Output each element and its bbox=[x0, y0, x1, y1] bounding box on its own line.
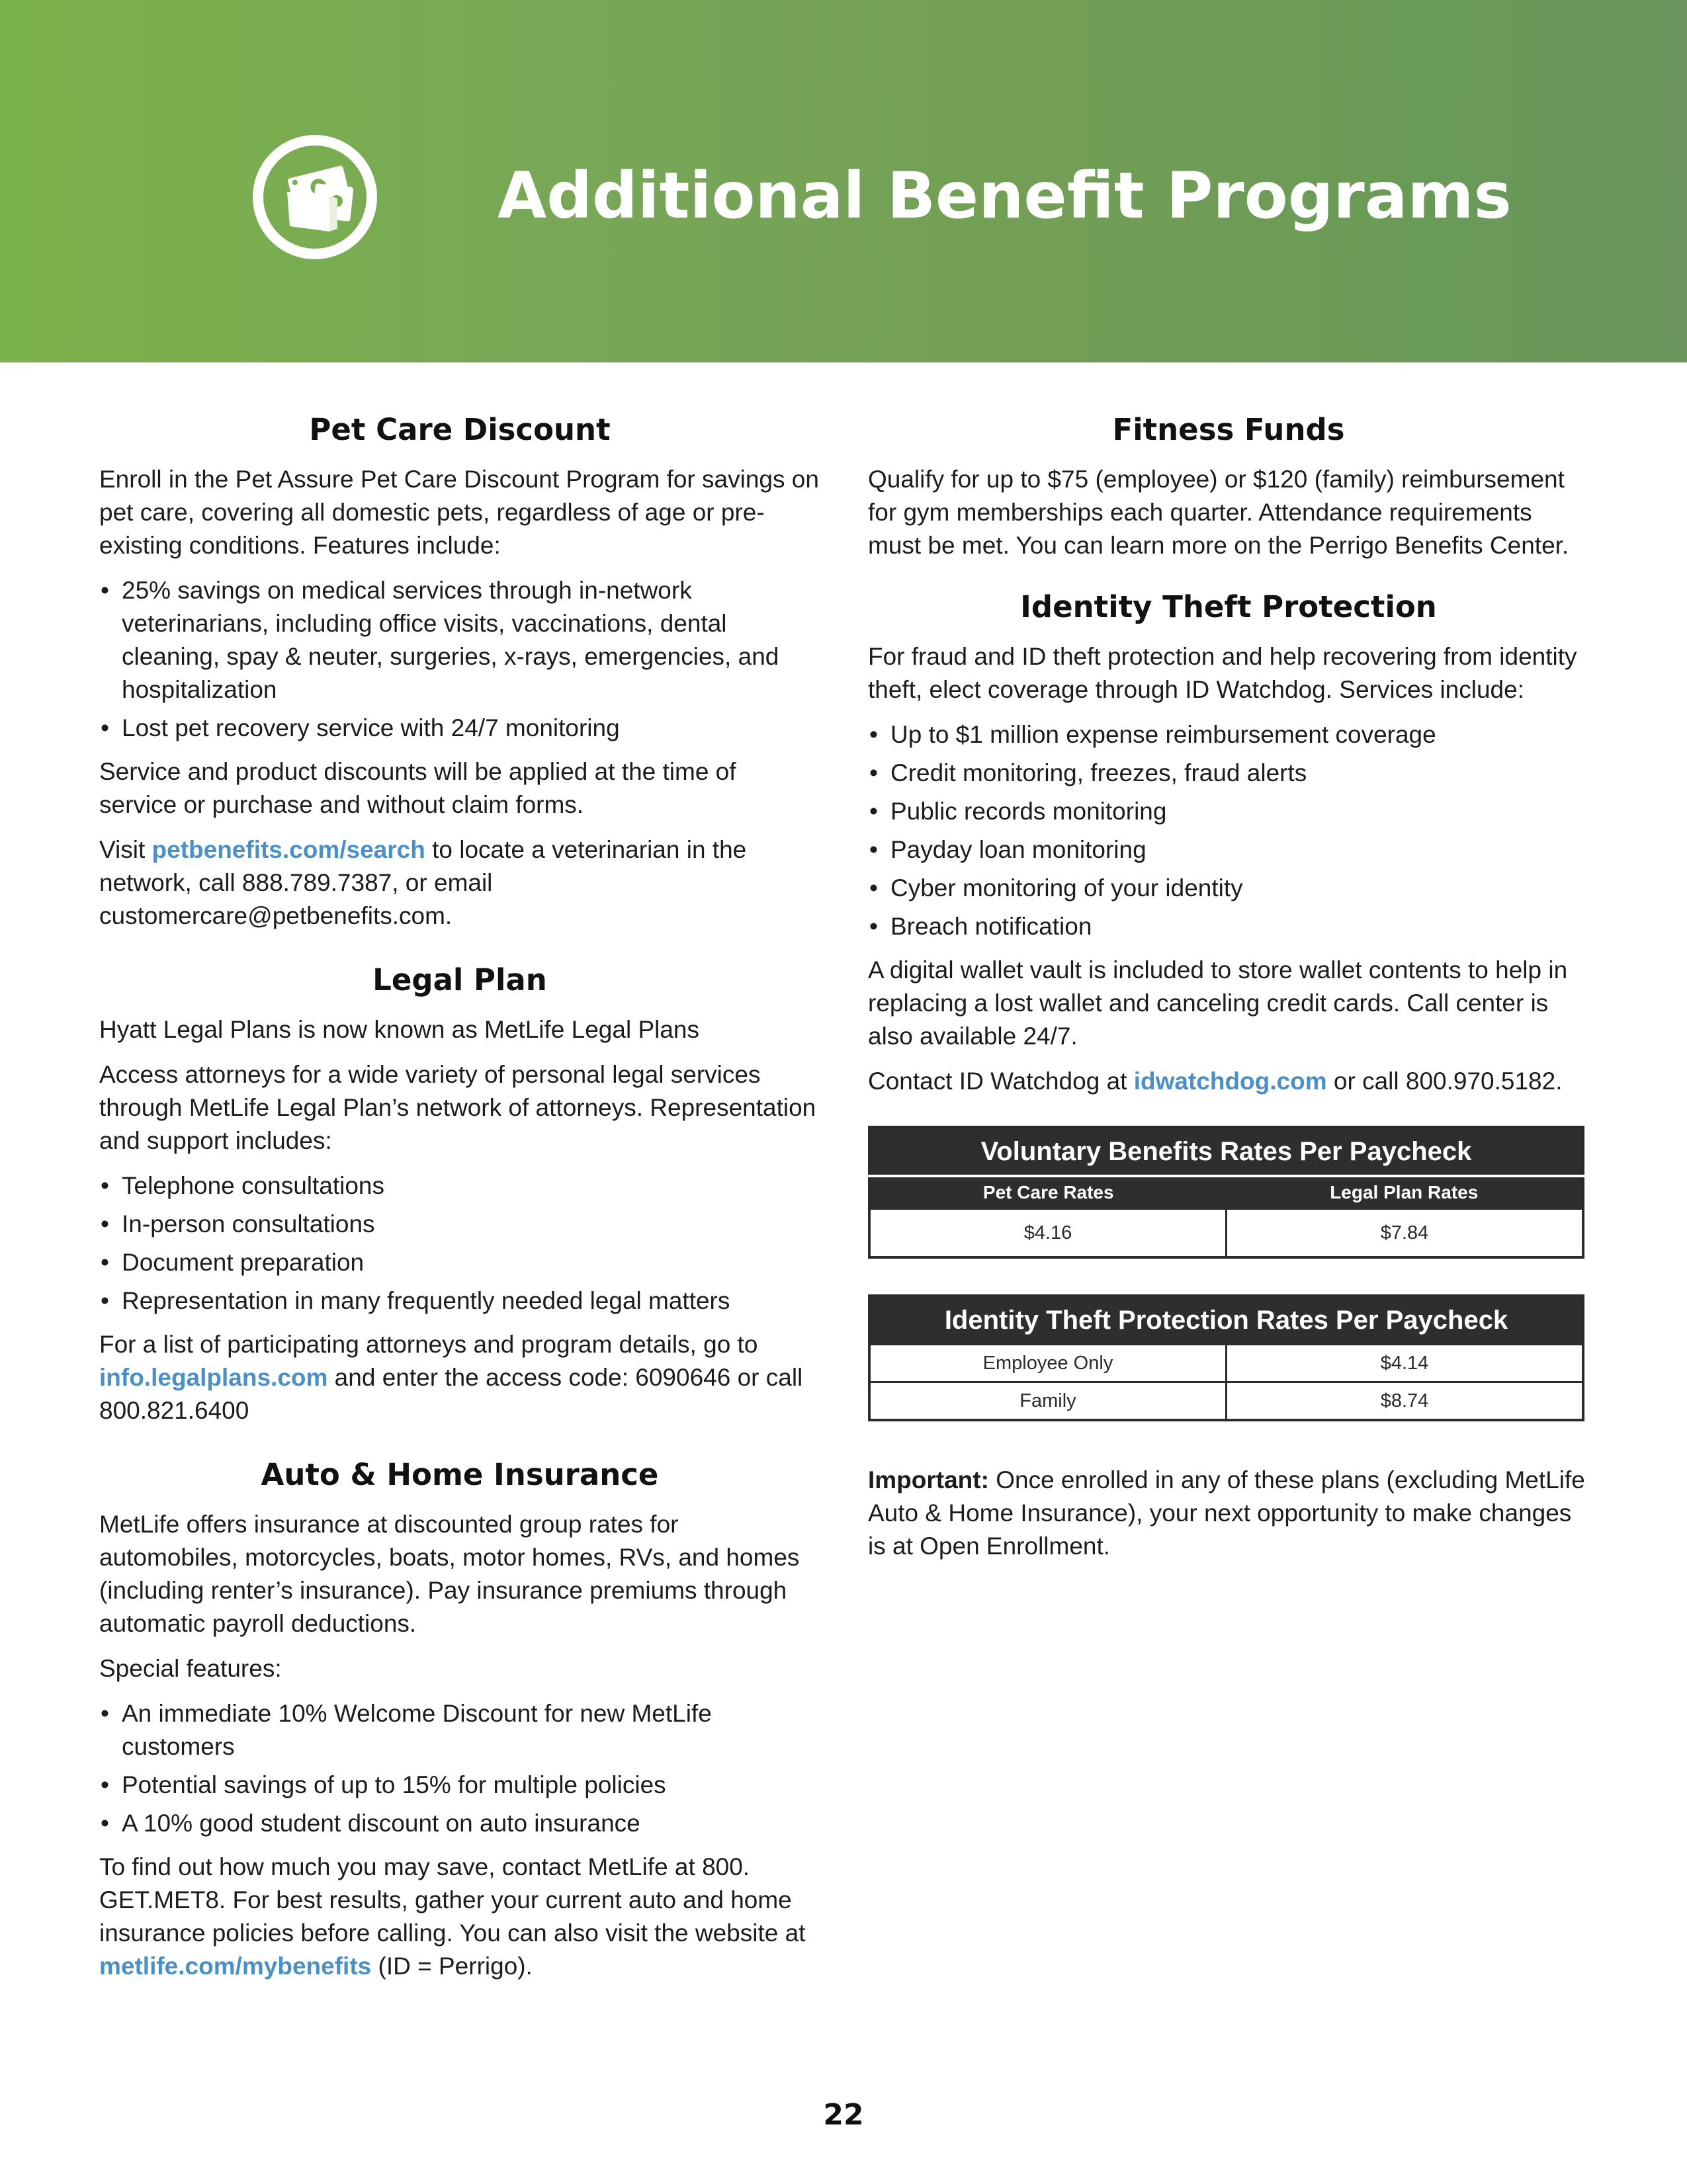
text: Visit bbox=[99, 836, 152, 863]
legal-plan-heading: Legal Plan bbox=[372, 962, 547, 997]
page-title: Additional Benefit Programs bbox=[497, 159, 1512, 233]
petbenefits-link[interactable]: petbenefits.com/search bbox=[151, 836, 425, 863]
right-column bbox=[868, 410, 1589, 1575]
auto-home-features-label: Special features: bbox=[99, 1655, 282, 1682]
pet-care-discount-note: Service and product discounts will be applied at the time of service or purchase and without claim forms. bbox=[99, 758, 736, 818]
text: and enter the access code: 6090646 or call 800.821.6400 bbox=[99, 1364, 803, 1424]
coverage-tier: Employee Only bbox=[869, 1345, 1227, 1382]
auto-home-section bbox=[99, 1455, 820, 1983]
identity-theft-services-list bbox=[868, 718, 1589, 943]
text: For a list of participating attorneys and program details, go to bbox=[99, 1331, 758, 1358]
text: or call 800.970.5182. bbox=[1326, 1068, 1563, 1095]
legal-plan-intro: Access attorneys for a wide variety of personal legal services through MetLife Legal Plan’s network of attorneys. Representation and support includes: bbox=[99, 1061, 816, 1154]
wallet-with-cash-icon bbox=[250, 132, 380, 262]
column-header: Pet Care Rates bbox=[869, 1176, 1227, 1209]
coverage-rate: $8.74 bbox=[1227, 1382, 1584, 1421]
legal-plan-section bbox=[99, 960, 820, 1427]
list-item: • Public records monitoring bbox=[868, 795, 1589, 828]
coverage-rate: $4.14 bbox=[1227, 1345, 1584, 1382]
left-column bbox=[99, 410, 820, 1995]
auto-home-features-list bbox=[99, 1697, 820, 1840]
list-item: • Credit monitoring, freezes, fraud alerts bbox=[868, 757, 1589, 790]
voluntary-rates-title: Voluntary Benefits Rates Per Paycheck bbox=[869, 1127, 1583, 1176]
list-item: • Potential savings of up to 15% for multiple policies bbox=[99, 1769, 820, 1802]
list-item: • An immediate 10% Welcome Discount for new MetLife customers bbox=[99, 1697, 820, 1763]
list-item: • Telephone consultations bbox=[99, 1169, 820, 1202]
important-note bbox=[868, 1464, 1589, 1563]
wallet-vault-note: A digital wallet vault is included to store wallet contents to help in replacing a lost wallet and canceling credit cards. Call center is also available 24/7. bbox=[868, 956, 1568, 1050]
pet-care-contact bbox=[99, 833, 820, 933]
list-item: • Payday loan monitoring bbox=[868, 833, 1589, 866]
list-item: • Up to $1 million expense reimbursement coverage bbox=[868, 718, 1589, 751]
auto-home-heading: Auto & Home Insurance bbox=[261, 1457, 659, 1492]
identity-theft-intro: For fraud and ID theft protection and help recovering from identity theft, elect coverage through ID Watchdog. Services include: bbox=[868, 643, 1577, 703]
legal-plan-list bbox=[99, 1169, 820, 1318]
list-item: • 25% savings on medical services through in-network veterinarians, including office visits, vaccinations, dental cleaning, spay & neuter, surgeries, x-rays, emergencies, and hospitalization bbox=[99, 574, 820, 706]
list-item: • Document preparation bbox=[99, 1246, 820, 1279]
table-row bbox=[869, 1345, 1583, 1382]
important-text: Once enrolled in any of these plans (excluding MetLife Auto & Home Insurance), your next opportunity to make changes is at Open Enrollment. bbox=[868, 1466, 1585, 1560]
identity-theft-heading: Identity Theft Protection bbox=[1020, 589, 1437, 624]
list-item: • A 10% good student discount on auto insurance bbox=[99, 1807, 820, 1840]
fitness-heading: Fitness Funds bbox=[1112, 412, 1345, 447]
legal-plan-rate: $7.84 bbox=[1227, 1209, 1584, 1258]
text: to locate a veterinarian in the network, call 888.789.7387, or email customercare@petbenefits.com. bbox=[99, 836, 747, 929]
list-item: • Breach notification bbox=[868, 910, 1589, 943]
voluntary-rates-table bbox=[868, 1126, 1584, 1259]
text: Contact ID Watchdog at bbox=[868, 1068, 1134, 1095]
coverage-tier: Family bbox=[869, 1382, 1227, 1421]
text: To find out how much you may save, contact MetLife at 800. GET.MET8. For best results, gather your current auto and home insurance policies before calling. You can also visit the website at bbox=[99, 1853, 806, 1947]
page-number: 22 bbox=[823, 2098, 864, 2132]
pet-care-features-list bbox=[99, 574, 820, 745]
text: (ID = Perrigo). bbox=[371, 1953, 533, 1980]
legalplans-link[interactable]: info.legalplans.com bbox=[99, 1364, 328, 1391]
metlife-link[interactable]: metlife.com/mybenefits bbox=[99, 1953, 372, 1980]
idwatchdog-link[interactable]: idwatchdog.com bbox=[1133, 1068, 1327, 1095]
auto-home-intro: MetLife offers insurance at discounted group rates for automobiles, motorcycles, boats, motor homes, RVs, and homes (including renter’s insurance). Pay insurance premiums through automatic payroll deductions. bbox=[99, 1511, 800, 1637]
list-item: • Representation in many frequently needed legal matters bbox=[99, 1284, 820, 1318]
table-row bbox=[869, 1382, 1583, 1421]
identity-theft-rates-table bbox=[868, 1294, 1584, 1421]
column-header: Legal Plan Rates bbox=[1227, 1176, 1584, 1209]
table-row bbox=[869, 1209, 1583, 1258]
pet-care-heading: Pet Care Discount bbox=[309, 412, 611, 447]
identity-theft-section bbox=[868, 587, 1589, 1098]
pet-care-intro: Enroll in the Pet Assure Pet Care Discount Program for savings on pet care, covering all domestic pets, regardless of age or pre-existing conditions. Features include: bbox=[99, 466, 819, 559]
pet-care-section bbox=[99, 410, 820, 933]
fitness-section bbox=[868, 410, 1589, 562]
list-item: • Cyber monitoring of your identity bbox=[868, 872, 1589, 905]
identity-theft-rates-title: Identity Theft Protection Rates Per Paycheck bbox=[869, 1296, 1583, 1345]
auto-home-contact bbox=[99, 1851, 820, 1983]
list-item: • In-person consultations bbox=[99, 1208, 820, 1241]
idwatchdog-contact bbox=[868, 1065, 1589, 1098]
legal-plan-rename-note: Hyatt Legal Plans is now known as MetLife Legal Plans bbox=[99, 1016, 700, 1043]
pet-care-rate: $4.16 bbox=[869, 1209, 1227, 1258]
legal-plan-contact bbox=[99, 1328, 820, 1427]
list-item: • Lost pet recovery service with 24/7 monitoring bbox=[99, 712, 820, 745]
header-banner bbox=[0, 0, 1687, 362]
fitness-body: Qualify for up to $75 (employee) or $120 (family) reimbursement for gym memberships each quarter. Attendance requirements must be met. You can learn more on the Perrigo Benefits Center. bbox=[868, 466, 1569, 559]
important-label: Important: bbox=[868, 1466, 989, 1493]
